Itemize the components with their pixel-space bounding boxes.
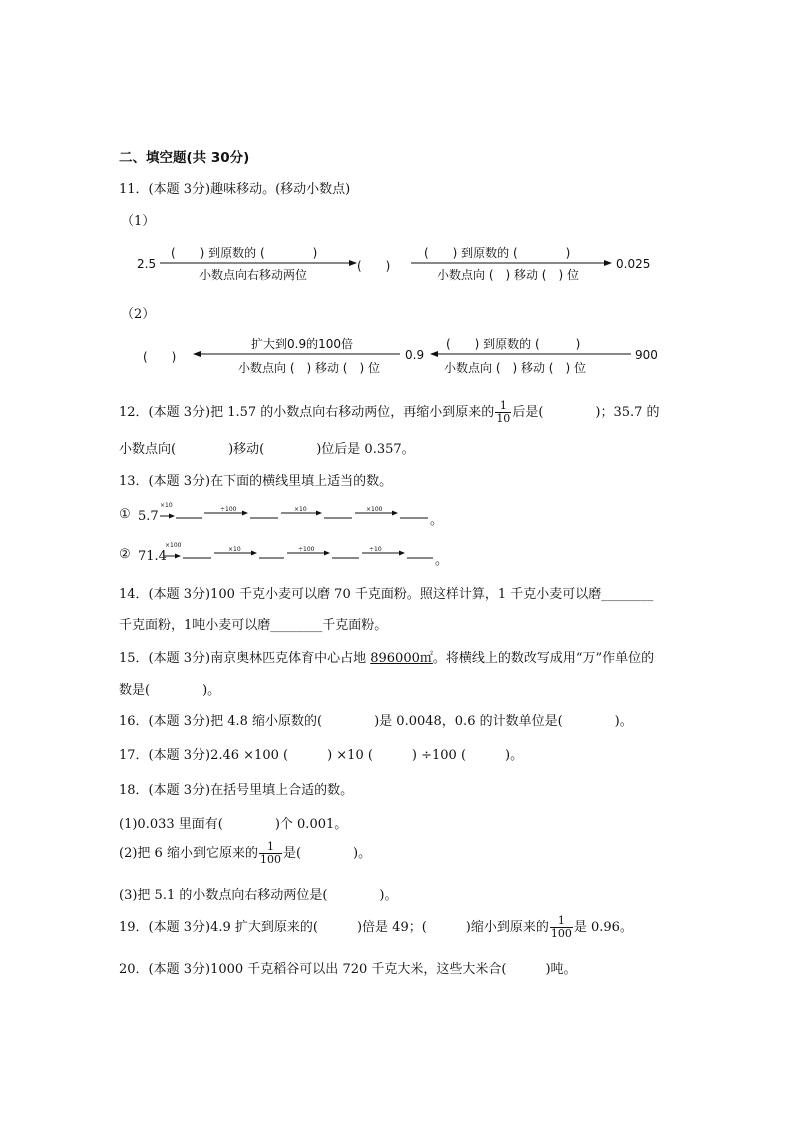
q12-frac-num: 1 — [495, 400, 511, 413]
q15-text-a: 15．(本题 3分)南京奥林匹克体育中心占地 — [119, 651, 371, 666]
q13-row2-op3: ÷100 — [298, 546, 315, 553]
q13-row1-start: 5.7 — [138, 509, 159, 524]
q13-row1-op2: ÷100 — [220, 506, 237, 513]
q13-row1-end: 。 — [430, 513, 444, 528]
q18-part3: (3)把 5.1 的小数点向右移动两位是( )。 — [119, 888, 398, 903]
q11-p1-arrow1-top: ( ) 到原数的 ( ) — [171, 246, 318, 260]
q18-p2-text-a: (2)把 6 缩小到它原来的 — [119, 846, 258, 861]
q13-row1-op4: ×100 — [366, 506, 383, 513]
question-11: 11．(本题 3分)趣味移动。(移动小数点) — [119, 182, 351, 197]
q11-p1-arrow1-bottom: 小数点向右移动两位 — [199, 268, 308, 282]
q11-part2-label: （2） — [121, 307, 156, 322]
q19-frac-num: 1 — [550, 915, 573, 928]
question-18: 18．(本题 3分)在括号里填上合适的数。 — [119, 783, 354, 798]
question-14-line2: 千克面粉，1吨小麦可以磨________千克面粉。 — [119, 618, 388, 633]
q19-text-a: 19．(本题 3分)4.9 扩大到原来的( )倍是 49；( )缩小到原来的 — [119, 920, 549, 935]
q11-part1-label: （1） — [121, 214, 156, 229]
q11-p1-middle-blank: ( ) — [357, 259, 391, 273]
q18-frac-den: 100 — [259, 853, 281, 866]
q11-p2-arrow2-top: ( ) 到原数的 ( ) — [446, 337, 581, 351]
q11-p2-middle: 0.9 — [405, 348, 425, 362]
q13-row1-marker: ① — [119, 507, 131, 522]
q13-row2-start: 71.4 — [138, 549, 167, 564]
q11-p2-end: 900 — [635, 348, 658, 362]
q12-text-a: 12．(本题 3分)把 1.57 的小数点向右移动两位，再缩小到原来的 — [119, 405, 495, 420]
question-14-line1: 14．(本题 3分)100 千克小麦可以磨 70 千克面粉。照这样计算，1 千克小麦可以磨________ — [119, 587, 654, 602]
q18-part1: (1)0.033 里面有( )个 0.001。 — [119, 817, 348, 832]
q13-row1-op1: ×10 — [160, 502, 173, 509]
q13-row1-op3: ×10 — [294, 506, 307, 513]
question-16: 16．(本题 3分)把 4.8 缩小原数的( )是 0.0048，0.6 的计数单位是( )。 — [119, 714, 633, 729]
q12-frac-den: 10 — [496, 412, 511, 425]
q11-p1-start: 2.5 — [137, 257, 157, 271]
q18-p2-text-b: 是( )。 — [282, 846, 372, 861]
q11-p1-arrow2-bottom: 小数点向 ( ) 移动 ( ) 位 — [437, 268, 579, 282]
q13-row2-op1: ×100 — [165, 542, 182, 549]
question-20: 20．(本题 3分)1000 千克稻谷可以出 720 千克大米，这些大米合( )吨。 — [119, 962, 577, 977]
q13-row2-op2: ×10 — [228, 546, 241, 553]
q13-row2-marker: ② — [119, 547, 131, 562]
q15-text-b: 。将横线上的数改写成用“万”作单位的 — [432, 651, 655, 666]
question-17: 17．(本题 3分)2.46 ×100 ( ) ×10 ( ) ÷100 ( )。 — [119, 748, 524, 763]
q11-p1-arrow2-top: ( ) 到原数的 ( ) — [424, 246, 571, 260]
section-title: 二、填空题(共 30分) — [119, 150, 250, 166]
q18-frac-num: 1 — [259, 841, 282, 854]
q11-p2-arrow1-bottom: 小数点向 ( ) 移动 ( ) 位 — [238, 361, 380, 375]
q11-p2-left-blank: ( ) — [143, 350, 177, 364]
q19-text-b: 是 0.96。 — [573, 920, 633, 935]
question-13: 13．(本题 3分)在下面的横线里填上适当的数。 — [119, 474, 393, 489]
q13-row2-op4: ÷10 — [369, 546, 382, 553]
q11-p2-arrow2-bottom: 小数点向 ( ) 移动 ( ) 位 — [444, 361, 586, 375]
q12-text-b: 后是( )；35.7 的 — [512, 405, 660, 420]
q15-underlined-value: 896000㎡ — [370, 651, 433, 666]
q19-frac-den: 100 — [550, 927, 572, 940]
q13-row2-end: 。 — [435, 553, 449, 568]
question-15-line2: 数是( )。 — [119, 683, 221, 698]
q11-p2-arrow1-top: 扩大到0.9的100倍 — [251, 337, 353, 351]
question-12-line2: 小数点向( )移动( )位后是 0.357。 — [119, 442, 415, 457]
q11-p1-end: 0.025 — [616, 257, 651, 271]
